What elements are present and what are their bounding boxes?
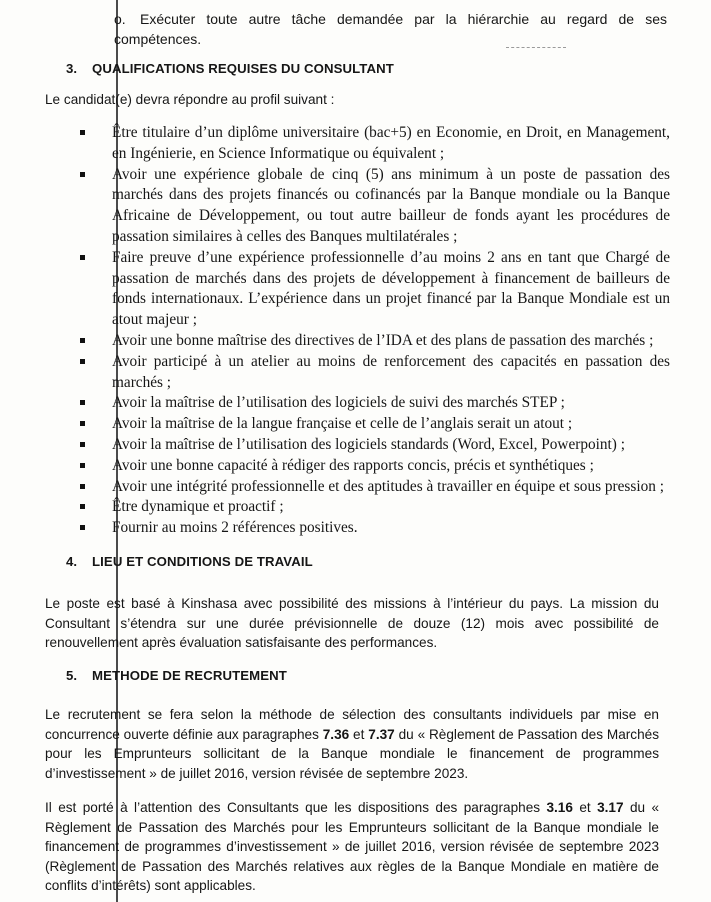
square-bullet-icon bbox=[80, 172, 85, 177]
qualification-text: Avoir une bonne maîtrise des directives de l’IDA et des plans de passation des marchés ; bbox=[112, 331, 654, 349]
qualification-text: Avoir la maîtrise de la langue française et celle de l’anglais serait un atout ; bbox=[112, 415, 573, 433]
section-title: LIEU ET CONDITIONS DE TRAVAIL bbox=[92, 554, 313, 569]
qualification-item bbox=[80, 123, 670, 165]
section-title: QUALIFICATIONS REQUISES DU CONSULTANT bbox=[92, 61, 394, 76]
qualification-item bbox=[80, 435, 670, 456]
paragraph-ref: 3.16 bbox=[546, 800, 573, 815]
qualification-item bbox=[80, 248, 670, 331]
qualification-item bbox=[80, 165, 670, 248]
paragraph-ref: 7.36 bbox=[322, 726, 350, 742]
qualification-text: Avoir une intégrité professionnelle et des aptitudes à travailler en équipe et sous pression ; bbox=[112, 477, 664, 495]
section-5-paragraph-1: Le recrutement se fera selon la méthode de sélection des consultants individuels par mise en concurrence ouverte définie aux paragraphes 7.36 et 7.37 du « Règlement de Passation des Marchés pour les Emprunteurs sollicitant de la Banque mondiale le financement de programmes d’investissement » de juillet 2016, version révisée de septembre 2023. bbox=[45, 707, 660, 781]
paragraph-ref: 7.37 bbox=[368, 726, 395, 742]
section-4-heading bbox=[66, 554, 313, 569]
qualification-item bbox=[80, 414, 670, 435]
qualification-item bbox=[80, 518, 670, 539]
qualification-text: Être dynamique et proactif ; bbox=[112, 498, 284, 516]
square-bullet-icon bbox=[80, 400, 85, 405]
qualification-text: Faire preuve d’une expérience professionnelle d’au moins 2 ans en tant que Chargé de passation de marchés dans des projets de développement à financement de bailleurs de fonds internationaux. L’expérience dans un projet financé par la Banque Mondiale est un atout majeur ; bbox=[112, 248, 670, 329]
square-bullet-icon bbox=[80, 255, 85, 260]
section-3-intro: Le candidat(e) devra répondre au profil suivant : bbox=[45, 92, 335, 107]
square-bullet-icon bbox=[80, 421, 85, 426]
list-marker: o. bbox=[114, 11, 126, 27]
qualification-text: Avoir une expérience globale de cinq (5) ans minimum à un poste de passation des marchés dans des projets financés ou cofinancés par la Banque mondiale ou la Banque Africaine de Développement, ou tout autre bailleur de fonds ayant les procédures de passation similaires à celles des Banques multilatérales ; bbox=[112, 165, 670, 245]
section-number: 4. bbox=[66, 554, 78, 569]
task-item-o bbox=[114, 9, 667, 49]
paragraph-ref: 3.17 bbox=[597, 800, 624, 815]
square-bullet-icon bbox=[80, 442, 85, 447]
qualification-item bbox=[80, 456, 670, 477]
square-bullet-icon bbox=[80, 463, 85, 468]
section-5-heading bbox=[66, 668, 287, 683]
section-5-paragraph-2: Il est porté à l’attention des Consultants que les dispositions des paragraphes 3.16 et 3.17 du « Règlement de Passation des Marchés pour les Emprunteurs sollicitant de la Banque mondiale le financement de programmes d’investissement » de juillet 2016, version révisée de septembre 2023 (Règlement de Passation des Marchés relatives aux règles de la Banque Mondiale en matière de conflits d’intérêts) sont applicables. bbox=[45, 800, 660, 893]
qualification-text: Fournir au moins 2 références positives. bbox=[112, 519, 358, 537]
square-bullet-icon bbox=[80, 484, 85, 489]
square-bullet-icon bbox=[80, 130, 85, 135]
qualification-item bbox=[80, 497, 670, 518]
qualifications-list bbox=[80, 123, 670, 539]
square-bullet-icon bbox=[80, 504, 85, 509]
qualification-item bbox=[80, 352, 670, 394]
qualification-text: Avoir la maîtrise de l’utilisation des logiciels standards (Word, Excel, Powerpoint) ; bbox=[112, 435, 625, 453]
qualification-text: Avoir participé à un atelier au moins de renforcement des capacités en passation des marchés ; bbox=[112, 352, 670, 391]
section-number: 3. bbox=[66, 61, 78, 76]
square-bullet-icon bbox=[80, 525, 85, 530]
section-4-paragraph: Le poste est basé à Kinshasa avec possibilité des missions à l’intérieur du pays. La mission du Consultant s’étendra sur une durée prévisionnelle de douze (12) mois avec possibilité de renouvellement après évaluation satisfaisante des performances. bbox=[45, 596, 659, 650]
section-title: METHODE DE RECRUTEMENT bbox=[92, 668, 287, 683]
qualification-text: Avoir la maîtrise de l’utilisation des logiciels de suivi des marchés STEP ; bbox=[112, 394, 565, 412]
qualification-text: Être titulaire d’un diplôme universitaire (bac+5) en Economie, en Droit, en Management, en Ingénierie, en Science Informatique ou équivalent ; bbox=[112, 124, 670, 162]
qualification-item bbox=[80, 331, 670, 352]
section-3-heading bbox=[66, 61, 394, 76]
square-bullet-icon bbox=[80, 359, 85, 364]
square-bullet-icon bbox=[80, 338, 85, 343]
qualification-item bbox=[80, 477, 670, 498]
qualification-item bbox=[80, 393, 670, 414]
section-number: 5. bbox=[66, 668, 78, 683]
qualification-text: Avoir une bonne capacité à rédiger des rapports concis, précis et synthétiques ; bbox=[112, 456, 594, 474]
task-text: Exécuter toute autre tâche demandée par la hiérarchie au regard de ses compétences. bbox=[114, 11, 667, 47]
